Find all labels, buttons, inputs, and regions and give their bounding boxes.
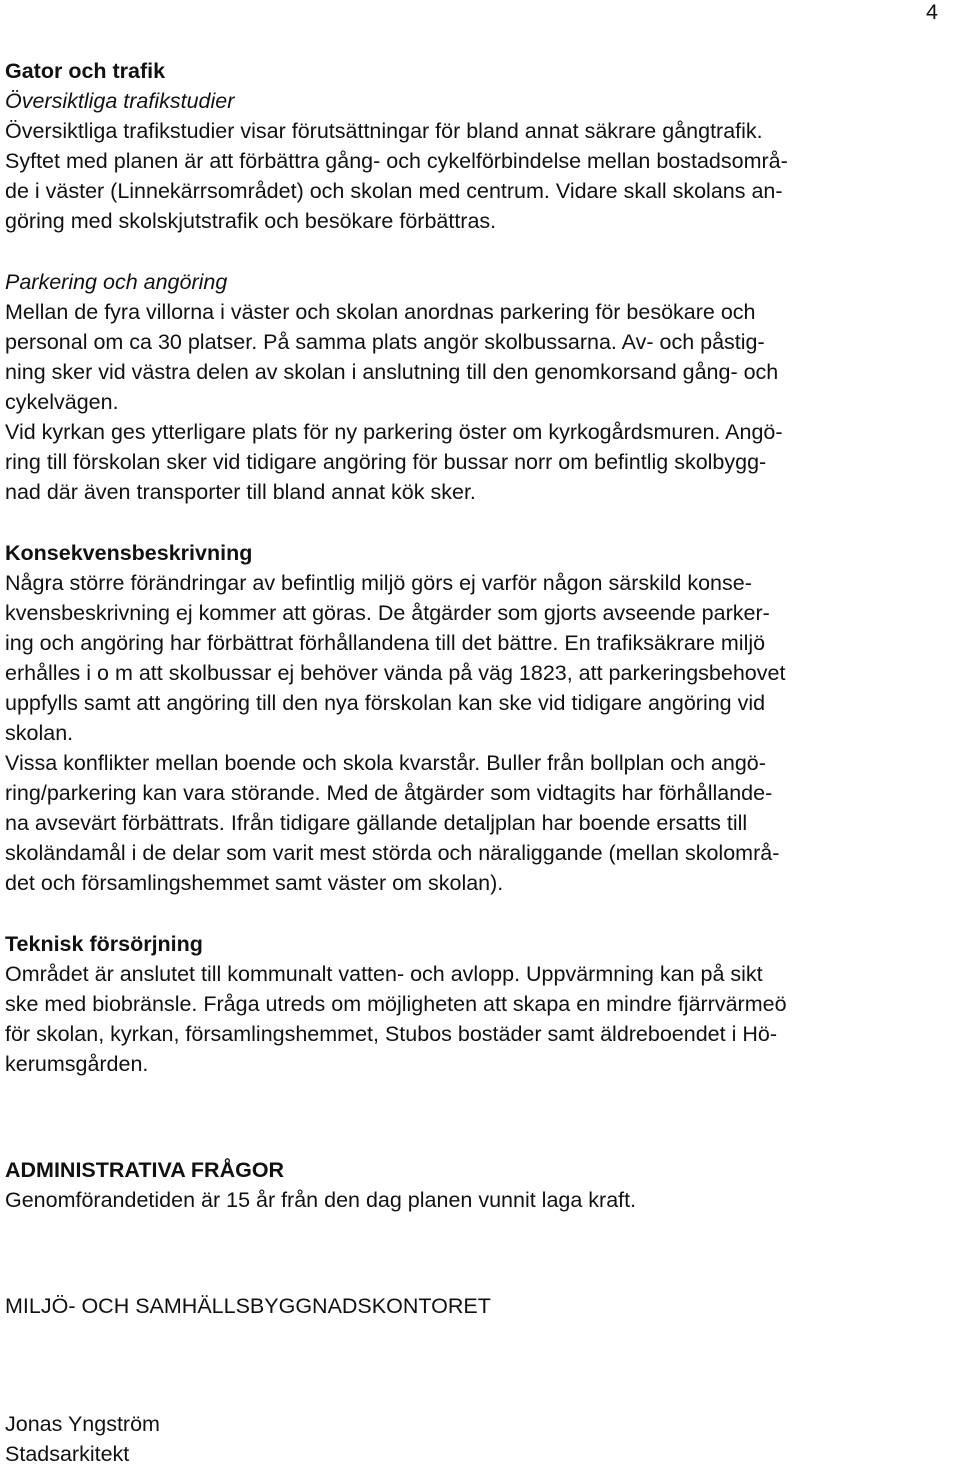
paragraph-line: kerumsgården. [5, 1052, 149, 1076]
paragraph-line: erhålles i o m att skolbussar ej behöver vända på väg 1823, att parkeringsbehovet [5, 661, 786, 685]
paragraph-line: kvensbeskrivning ej kommer att göras. De åtgärder som gjorts avseende parker- [5, 601, 770, 625]
section-subheading: Parkering och angöring [5, 270, 228, 294]
section-heading: ADMINISTRATIVA FRÅGOR [5, 1158, 285, 1182]
paragraph-line: skolan. [5, 721, 74, 745]
paragraph-line: uppfylls samt att angöring till den nya förskolan kan ske vid tidigare angöring vid [5, 691, 766, 715]
paragraph-line: Vissa konflikter mellan boende och skola kvarstår. Buller från bollplan och angö- [5, 751, 766, 775]
paragraph-line: ing och angöring har förbättrat förhållandena till det bättre. En trafiksäkrare miljö [5, 631, 766, 655]
section-parkering-och-angoring [5, 267, 955, 507]
paragraph-line: Vid kyrkan ges ytterligare plats för ny parkering öster om kyrkogårdsmuren. Angö- [5, 420, 783, 444]
section-heading: Teknisk försörjning [5, 932, 203, 956]
paragraph-line: nad där även transporter till bland annat kök sker. [5, 480, 476, 504]
paragraph-line: Genomförandetiden är 15 år från den dag planen vunnit laga kraft. [5, 1188, 637, 1212]
paragraph-line: göring med skolskjutstrafik och besökare förbättras. [5, 209, 497, 233]
paragraph-line: det och församlingshemmet samt väster om skolan). [5, 871, 504, 895]
paragraph-line: skoländamål i de delar som varit mest störda och näraliggande (mellan skolområ- [5, 841, 780, 865]
paragraph-line: Översiktliga trafikstudier visar förutsättningar för bland annat säkrare gångtrafik. [5, 119, 763, 143]
signature-title: Stadsarkitekt [5, 1442, 130, 1466]
section-subheading: Översiktliga trafikstudier [5, 89, 235, 113]
signature-name: Jonas Yngström [5, 1412, 160, 1436]
signature-block [5, 1409, 955, 1469]
section-heading: Konsekvensbeskrivning [5, 541, 253, 565]
section-konsekvensbeskrivning [5, 538, 955, 898]
paragraph-line: Några större förändringar av befintlig miljö görs ej varför någon särskild konse- [5, 571, 752, 595]
section-heading: Gator och trafik [5, 59, 166, 83]
document-body [5, 56, 955, 1469]
paragraph-line: Mellan de fyra villorna i väster och skolan anordnas parkering för besökare och [5, 300, 756, 324]
paragraph-line: ring till förskolan sker vid tidigare angöring för bussar norr om befintlig skolbygg- [5, 450, 767, 474]
paragraph-line: för skolan, kyrkan, församlingshemmet, Stubos bostäder samt äldreboendet i Hö- [5, 1022, 777, 1046]
paragraph-line: na avsevärt förbättrats. Ifrån tidigare gällande detaljplan har boende ersatts till [5, 811, 748, 835]
office-name: MILJÖ- OCH SAMHÄLLSBYGGNADSKONTORET [5, 1294, 491, 1318]
section-administrativa-fragor [5, 1155, 955, 1215]
paragraph-line: Syftet med planen är att förbättra gång- och cykelförbindelse mellan bostadsområ- [5, 149, 788, 173]
paragraph-line: personal om ca 30 platser. På samma plats angör skolbussarna. Av- och påstig- [5, 330, 765, 354]
paragraph-line: ning sker vid västra delen av skolan i anslutning till den genomkorsand gång- och [5, 360, 779, 384]
paragraph-line: cykelvägen. [5, 390, 119, 414]
section-gator-och-trafik [5, 56, 955, 236]
page-number: 4 [926, 0, 938, 24]
paragraph-line: ske med biobränsle. Fråga utreds om möjligheten att skapa en mindre fjärrvärmeö [5, 992, 787, 1016]
paragraph-line: Området är anslutet till kommunalt vatten- och avlopp. Uppvärmning kan på sikt [5, 962, 763, 986]
section-teknisk-forsorjning [5, 929, 955, 1079]
paragraph-line: ring/parkering kan vara störande. Med de åtgärder som vidtagits har förhållande- [5, 781, 773, 805]
paragraph-line: de i väster (Linnekärrsområdet) och skolan med centrum. Vidare skall skolans an- [5, 179, 783, 203]
